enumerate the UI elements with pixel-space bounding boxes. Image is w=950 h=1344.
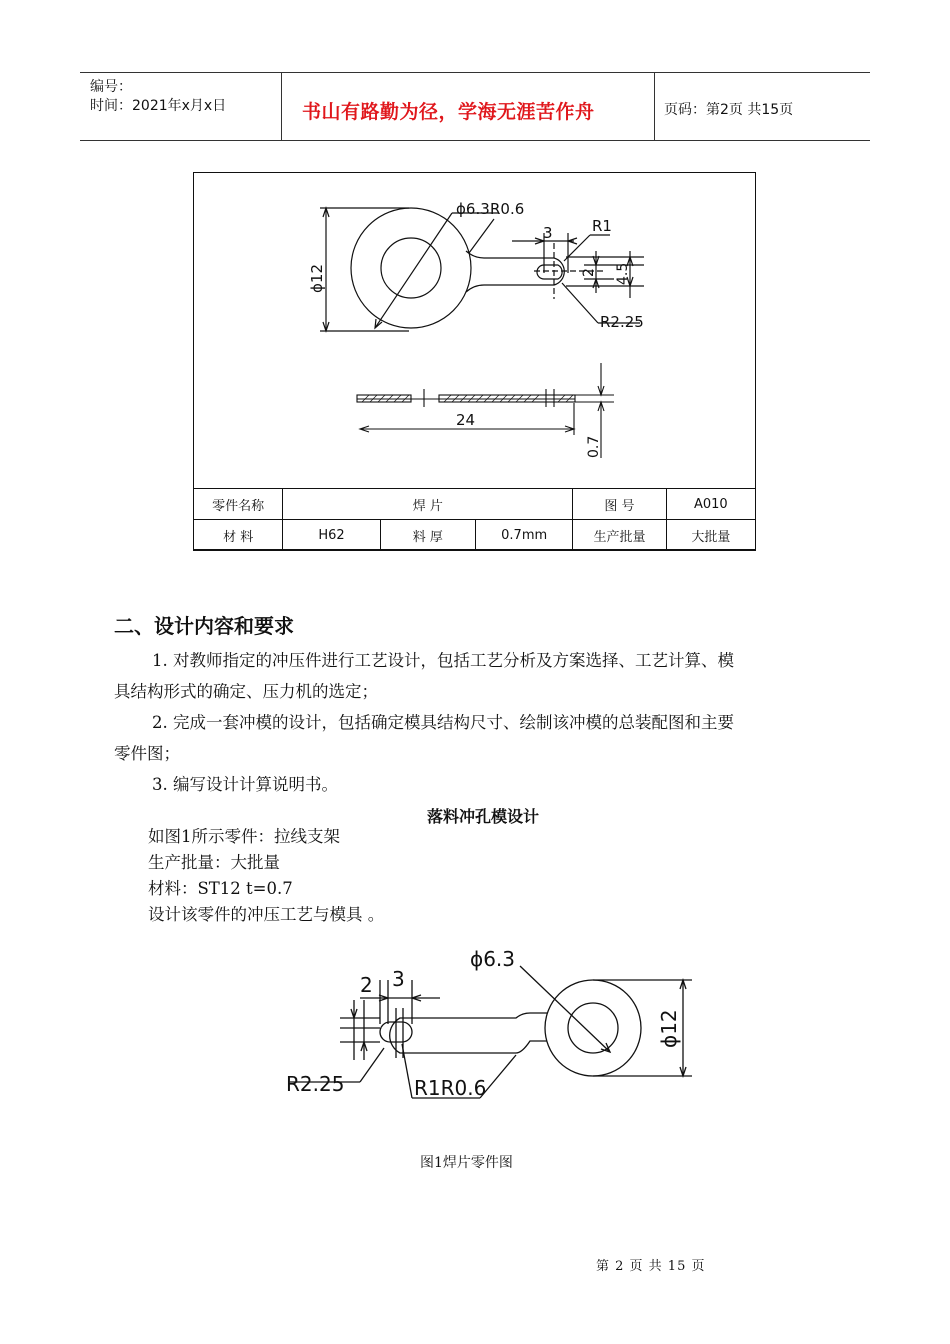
header-top-rule <box>80 72 870 73</box>
dim-thickness-label: 0.7 <box>586 435 602 458</box>
fig-outer-ring-circle <box>545 980 641 1076</box>
task-line3: 材料：ST12 t=0.7 <box>148 879 293 898</box>
fig-dim-phi12-label: ϕ12 <box>657 1009 681 1048</box>
tb-batch-label: 生产批量 <box>573 520 666 551</box>
fig-dim-r225-label: R2.25 <box>286 1072 345 1096</box>
header-motto: 书山有路勤为径，学海无涯苦作舟 <box>302 101 595 123</box>
figure-caption: 图1焊片零件图 <box>420 1155 513 1171</box>
fig-dim-phi63-label: ϕ6.3 <box>470 947 515 971</box>
section-item2-line2: 零件图； <box>114 744 180 763</box>
tb-batch-value: 大批量 <box>666 520 755 551</box>
fig-dim-3-label: 3 <box>392 967 405 991</box>
tb-part-name-label: 零件名称 <box>194 489 283 520</box>
tb-thickness-label: 料 厚 <box>380 520 475 551</box>
inner-hole-circle <box>381 238 441 298</box>
slot-outline <box>537 265 562 279</box>
tb-thickness-value: 0.7mm <box>475 520 572 551</box>
page-footer: 第 2 页 共 15 页 <box>596 1259 706 1274</box>
dim-2-label: 2 <box>581 268 597 277</box>
dim-3-label: 3 <box>543 224 553 242</box>
section-heading: 二、设计内容和要求 <box>114 614 294 638</box>
section-item1-line1: 1. 对教师指定的冲压件进行工艺设计，包括工艺分析及方案选择、工艺计算、模 <box>152 651 734 670</box>
header-number-label: 编号： <box>90 79 132 95</box>
part-drawing-figure1 <box>280 940 730 1110</box>
fig-dim-r1r06-label: R1R0.6 <box>414 1076 487 1100</box>
section-item3: 3. 编写设计计算说明书。 <box>152 775 338 794</box>
part-drawing-top <box>194 173 755 489</box>
title-block-row <box>194 489 756 520</box>
fig-arm-outline <box>390 1013 547 1053</box>
dim-24-label: 24 <box>456 411 476 429</box>
tb-part-name-value: 焊 片 <box>283 489 573 520</box>
tb-material-value: H62 <box>283 520 380 551</box>
header-divider-right <box>654 72 655 140</box>
tb-drawing-no-value: A010 <box>666 489 755 520</box>
header-divider-left <box>281 72 282 140</box>
section-item1-line2: 具结构形式的确定、压力机的选定； <box>114 682 378 701</box>
dim-r225-label: R2.25 <box>600 313 644 331</box>
title-block-table <box>193 488 756 551</box>
task-title: 落料冲孔模设计 <box>427 807 540 826</box>
dim-45-label: 4.5 <box>615 262 631 285</box>
header-time-label: 时间：2021年x月x日 <box>90 98 227 114</box>
section-item2-line1: 2. 完成一套冲模的设计，包括确定模具结构尺寸、绘制该冲模的总装配图和主要 <box>152 713 734 732</box>
outer-ring-circle <box>351 208 471 328</box>
header-bottom-rule <box>80 140 870 141</box>
tb-drawing-no-label: 图 号 <box>573 489 666 520</box>
task-line4: 设计该零件的冲压工艺与模具 。 <box>148 905 385 924</box>
fig-inner-hole-circle <box>568 1003 618 1053</box>
tb-material-label: 材 料 <box>194 520 283 551</box>
task-line2: 生产批量：大批量 <box>148 853 280 872</box>
dim-phi12-label: ϕ12 <box>308 264 326 293</box>
header-page-label: 页码：第2页 共15页 <box>664 102 794 118</box>
dim-r06-label: R0.6 <box>490 200 525 218</box>
task-line1: 如图1所示零件：拉线支架 <box>148 827 340 846</box>
dim-phi63-label: ϕ6.3 <box>456 200 490 218</box>
arm-outline <box>466 251 564 292</box>
title-block-row <box>194 520 756 551</box>
dim-r1-label: R1 <box>592 217 612 235</box>
fig-dim-2-label: 2 <box>360 973 373 997</box>
